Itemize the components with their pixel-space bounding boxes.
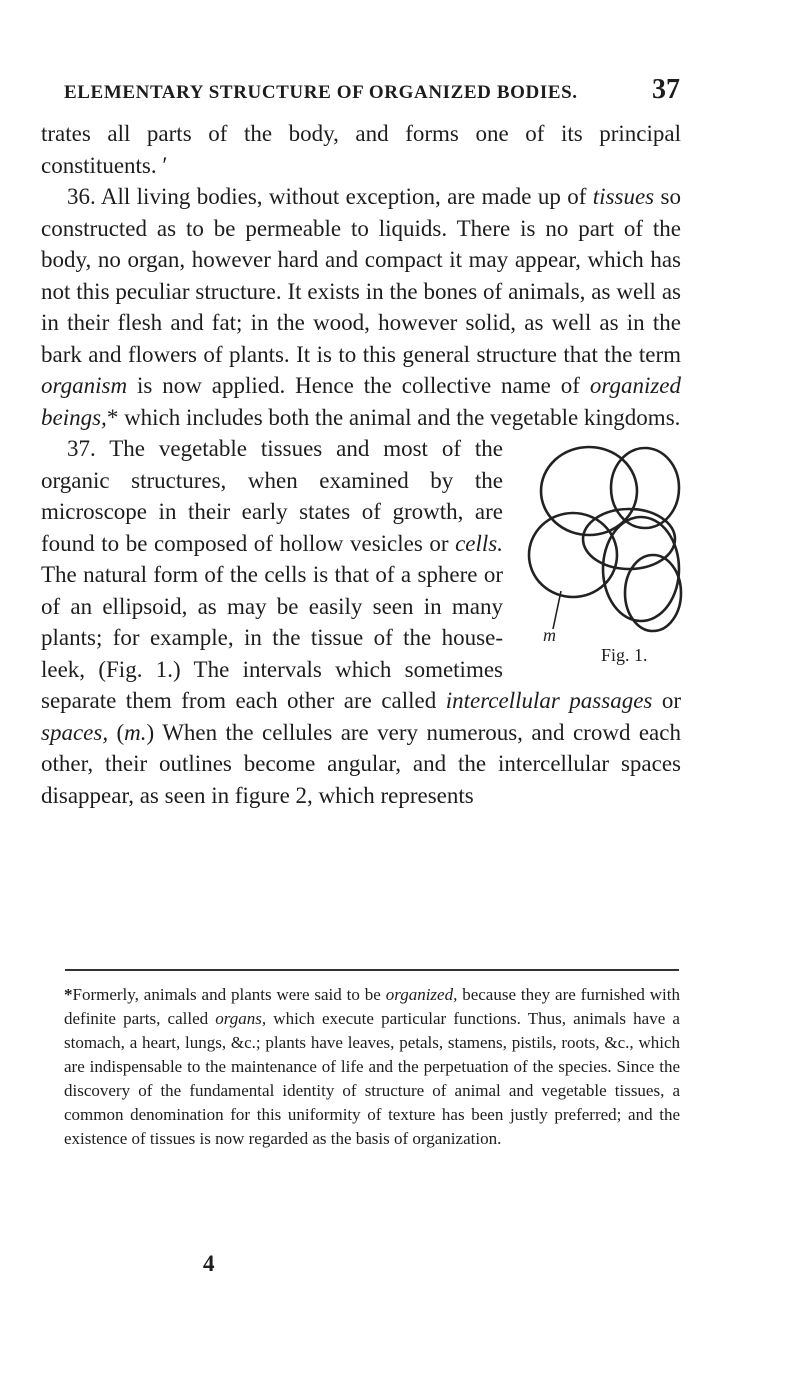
body-text <box>41 118 681 811</box>
emphasis-tissues: tissues <box>592 184 655 209</box>
footnote-mark: * <box>64 985 73 1004</box>
paragraph-text: ) When the cellules are very numerous, and crowd each other, their outlines become angular, and the intercellular spaces disappear, as seen in figure 2, which represents <box>41 719 681 808</box>
paragraph-text: ( <box>108 719 125 745</box>
paragraph-text: The natural form of the cells is that of a sphere or of an ellipsoid, as may be easily seen in many plants; for example, in the tissue of the house-leek, (Fig. 1.) The intervals which sometimes separate them from each other are called <box>41 562 503 713</box>
figure-label-m: m <box>543 625 556 643</box>
paragraph-text: * which includes both the animal and the vegetable kingdoms. <box>106 404 681 430</box>
cell-outline <box>583 509 675 569</box>
emphasis-m: m. <box>124 719 147 745</box>
paragraph-text: 37. The vegetable tissues and most of the organic structures, when examined by the microscope in their early states of growth, are found to be composed of hollow vesicles or <box>41 436 503 556</box>
signature-mark: 4 <box>203 1251 215 1276</box>
page-header <box>64 74 680 110</box>
emphasis-cells: cells. <box>455 530 503 556</box>
footnote-divider <box>65 969 679 971</box>
label-pointer <box>553 591 561 629</box>
figure-caption: Fig. 1. <box>601 645 648 665</box>
paragraph-continuation <box>41 118 681 181</box>
emphasis-organism: organism <box>41 373 128 398</box>
paragraph-text: is now applied. Hence the collective name of <box>127 373 590 398</box>
emphasis-organized-beings: organized beings, <box>41 373 681 430</box>
emphasis-organs: organs, <box>215 1009 267 1028</box>
footnote-text: which execute particular functions. Thus, animals have a stomach, a heart, lungs, &c.; plants have leaves, petals, stamens, pistils, roots, &c., which are indispensable to the maintenance of life and the perpetuation of the species. Since the discovery of the fundamental identity of structure of animal and vegetable tissues, a common denomination for this uniformity of texture has been justly preferred; and the existence of tissues is now regarded as the basis of organization. <box>64 1009 680 1148</box>
paragraph-text: 36. All living bodies, without exception, are made up of <box>67 184 593 209</box>
footnote-text: Formerly, animals and plants were said to be <box>72 985 386 1004</box>
paragraph-text: trates all parts of the body, and forms one of its principal constituents. ′ <box>41 121 681 178</box>
footnote <box>64 983 680 1151</box>
paragraph-36 <box>41 181 681 433</box>
running-head: ELEMENTARY STRUCTURE OF ORGANIZED BODIES. <box>64 82 578 103</box>
footnote-text: because they are furnished with definite parts, called <box>64 985 680 1028</box>
paragraph-37 <box>41 433 681 811</box>
figure-1 <box>517 443 685 679</box>
emphasis-intercellular-passages: intercellular passages <box>445 688 653 713</box>
page-number: 37 <box>652 74 680 105</box>
emphasis-organized: organized, <box>385 985 458 1004</box>
paragraph-text: so constructed as to be permeable to liquids. There is no part of the body, no organ, however hard and compact it may appear, which has not this peculiar structure. It exists in the bones of animals, as well as in their flesh and fat; in the wood, however solid, as well as in the bark and flowers of plants. It is to this general structure that the term <box>41 184 681 367</box>
paragraph-text: or <box>652 688 681 713</box>
emphasis-spaces: spaces, <box>41 719 109 745</box>
cell-tissue-illustration <box>517 443 685 643</box>
